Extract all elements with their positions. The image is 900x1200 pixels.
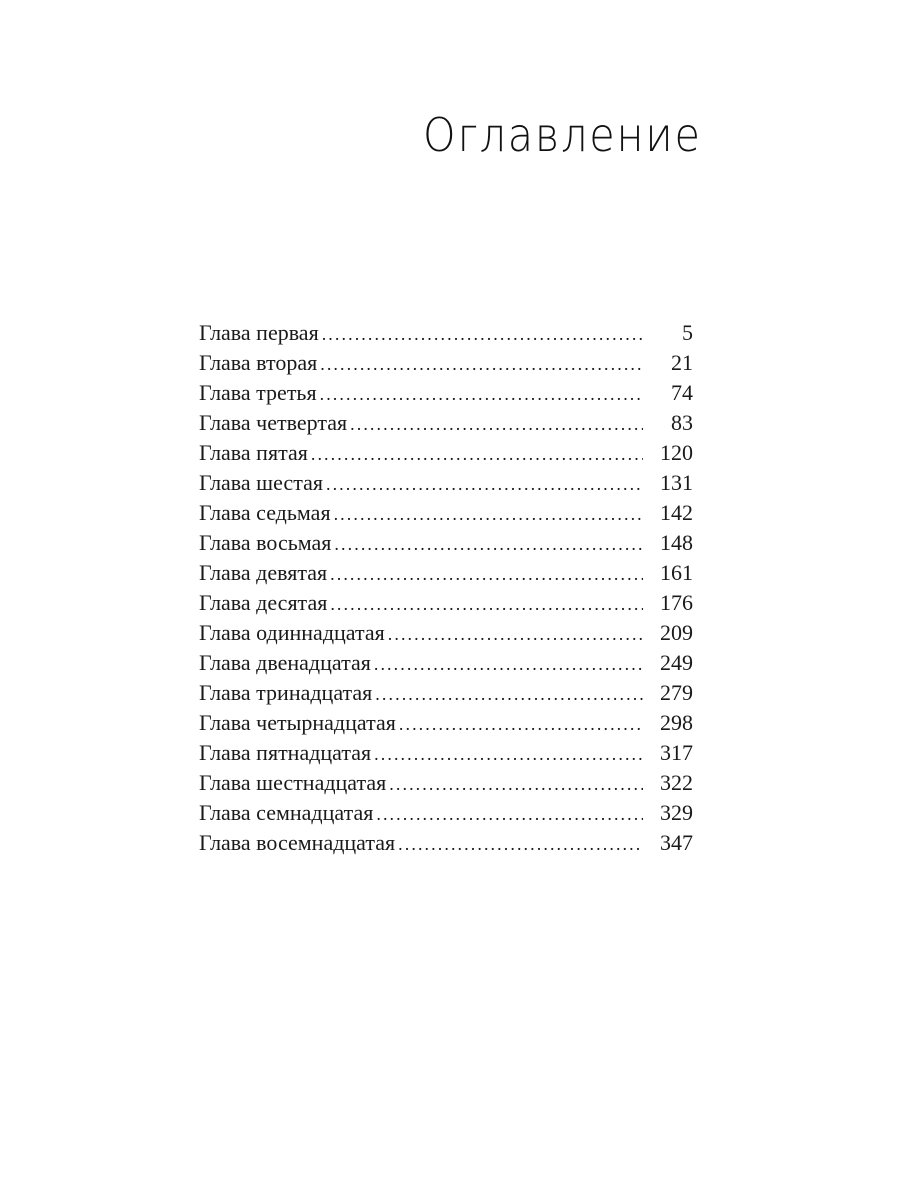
toc-entry-title: Глава восьмая (199, 530, 332, 555)
page-title: Оглавление (423, 108, 702, 162)
toc-entry-title: Глава пятая (199, 440, 308, 465)
toc-entry[interactable] (199, 318, 693, 348)
toc-entry-page-number: 176 (660, 590, 693, 615)
toc-entry-page-number: 209 (660, 620, 693, 645)
toc-dot-leader (330, 589, 643, 619)
toc-entry-page-number: 298 (660, 710, 693, 735)
toc-dot-leader (398, 829, 643, 859)
toc-entry-page-number: 142 (660, 500, 693, 525)
toc-entry[interactable] (199, 348, 693, 378)
toc-entry-page-number: 120 (660, 440, 693, 465)
toc-entry-title: Глава четвертая (199, 410, 348, 435)
toc-entry-title: Глава седьмая (199, 500, 331, 525)
toc-entry[interactable] (199, 708, 693, 738)
toc-entry[interactable] (199, 408, 693, 438)
toc-entry-title: Глава шестая (199, 470, 323, 495)
toc-entry[interactable] (199, 528, 693, 558)
toc-entry-title: Глава восемнадцатая (199, 830, 396, 855)
toc-entry-page-number: 317 (660, 740, 693, 765)
toc-dot-leader (375, 679, 643, 709)
toc-dot-leader (350, 409, 643, 439)
toc-entry-title: Глава третья (199, 380, 317, 405)
toc-entry-title: Глава четырнадцатая (199, 710, 396, 735)
toc-entry[interactable] (199, 828, 693, 858)
toc-entry[interactable] (199, 618, 693, 648)
toc-dot-leader (334, 499, 643, 529)
toc-entry-page-number: 74 (671, 380, 693, 405)
toc-entry-page-number: 161 (660, 560, 693, 585)
toc-dot-leader (388, 619, 643, 649)
toc-entry-title: Глава двенадцатая (199, 650, 371, 675)
toc-entry[interactable] (199, 678, 693, 708)
toc-entry[interactable] (199, 558, 693, 588)
toc-entry[interactable] (199, 438, 693, 468)
toc-dot-leader (322, 319, 643, 349)
toc-entry-title: Глава девятая (199, 560, 328, 585)
toc-entry[interactable] (199, 648, 693, 678)
toc-entry-page-number: 279 (660, 680, 693, 705)
toc-dot-leader (376, 799, 643, 829)
toc-dot-leader (320, 379, 643, 409)
toc-dot-leader (389, 769, 643, 799)
toc-entry-page-number: 322 (660, 770, 693, 795)
toc-dot-leader (334, 529, 643, 559)
toc-entry-page-number: 148 (660, 530, 693, 555)
toc-dot-leader (311, 439, 643, 469)
toc-dot-leader (374, 739, 643, 769)
toc-entry-page-number: 347 (660, 830, 693, 855)
toc-entry[interactable] (199, 498, 693, 528)
toc-entry-page-number: 249 (660, 650, 693, 675)
toc-dot-leader (326, 469, 643, 499)
toc-entry-title: Глава семнадцатая (199, 800, 374, 825)
toc-entry-title: Глава вторая (199, 350, 318, 375)
toc-dot-leader (320, 349, 643, 379)
toc-entry-title: Глава шестнадцатая (199, 770, 387, 795)
toc-entry-page-number: 83 (671, 410, 693, 435)
toc-entry[interactable] (199, 768, 693, 798)
toc-entry-title: Глава пятнадцатая (199, 740, 372, 765)
toc-entry-page-number: 21 (671, 350, 693, 375)
toc-entry[interactable] (199, 738, 693, 768)
toc-entry[interactable] (199, 468, 693, 498)
toc-entry-title: Глава первая (199, 320, 319, 345)
toc-dot-leader (399, 709, 643, 739)
toc-entry[interactable] (199, 798, 693, 828)
toc-entry-title: Глава десятая (199, 590, 328, 615)
toc-entry-title: Глава тринадцатая (199, 680, 373, 705)
toc-entry-page-number: 5 (682, 320, 693, 345)
toc-entry-page-number: 329 (660, 800, 693, 825)
toc-dot-leader (374, 649, 643, 679)
table-of-contents (199, 318, 693, 858)
toc-dot-leader (330, 559, 643, 589)
toc-entry[interactable] (199, 378, 693, 408)
toc-entry-title: Глава одиннадцатая (199, 620, 385, 645)
toc-entry-page-number: 131 (660, 470, 693, 495)
toc-entry[interactable] (199, 588, 693, 618)
